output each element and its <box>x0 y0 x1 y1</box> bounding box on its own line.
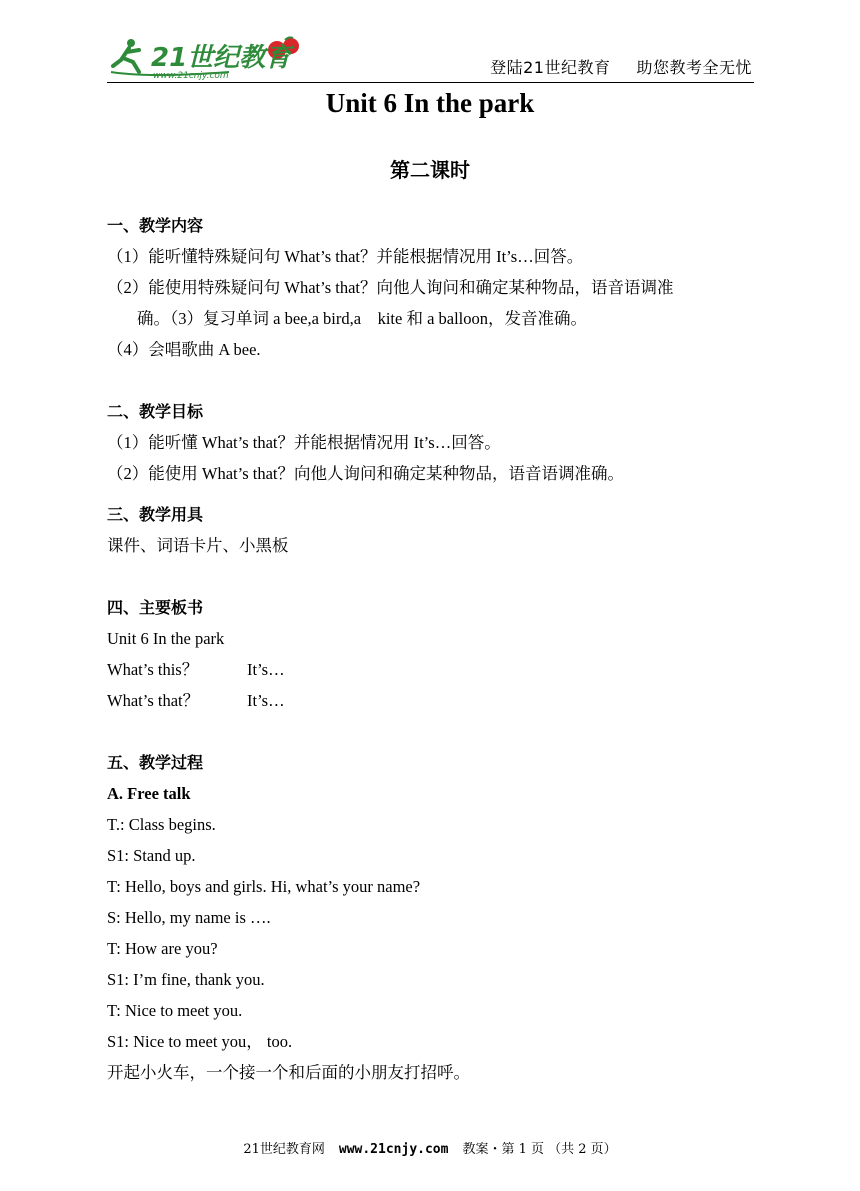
board-row-2-answer: It’s… <box>247 691 285 710</box>
footer-site: 21世纪教育网 <box>243 1142 325 1157</box>
process-line-6: S1: I’m fine, thank you. <box>107 970 265 989</box>
tools-line-1: 课件、词语卡片、小黑板 <box>107 536 289 555</box>
footer-url[interactable]: www.21cnjy.com <box>338 1142 449 1157</box>
slogan-right: 助您教考全无忧 <box>636 58 752 77</box>
process-line-8: S1: Nice to meet you， too. <box>107 1032 293 1051</box>
process-line-4: S: Hello, my name is …. <box>107 908 271 927</box>
footer-page: 教案・第 1 页 （共 2 页） <box>462 1142 617 1157</box>
document-body <box>107 210 757 1088</box>
process-line-7: T: Nice to meet you. <box>107 1001 243 1020</box>
svg-text:www.21cnjy.com: www.21cnjy.com <box>153 71 229 80</box>
board-row-2 <box>107 685 757 716</box>
document-subtitle: 第二课时 <box>390 158 470 182</box>
board-line-1: Unit 6 In the park <box>107 629 225 648</box>
process-line-1: T.: Class begins. <box>107 815 216 834</box>
board-row-1-question: What’s this？ <box>107 660 199 679</box>
slogan-left: 登陆21世纪教育 <box>490 58 611 77</box>
content-line-1: （1）能听懂特殊疑问句 What’s that？并能根据情况用 It’s…回答。 <box>107 247 584 266</box>
process-subheading: A. Free talk <box>107 784 191 803</box>
svg-text:21世纪教育: 21世纪教育 <box>151 43 292 73</box>
content-line-2: （2）能使用特殊疑问句 What’s that？向他人询问和确定某种物品，语音语调准 <box>107 278 674 297</box>
logo-21cnjy <box>109 36 309 80</box>
section-heading-goals: 二、教学目标 <box>107 402 204 421</box>
board-row-2-question: What’s that？ <box>107 691 200 710</box>
board-row-1 <box>107 654 757 685</box>
content-line-3: 确。（3）复习单词 a bee,a bird,a kite 和 a balloon，发音准确。 <box>137 309 588 328</box>
process-line-3: T: Hello, boys and girls. Hi, what’s your name? <box>107 877 421 896</box>
section-heading-board: 四、主要板书 <box>107 598 204 617</box>
process-line-5: T: How are you? <box>107 939 218 958</box>
content-line-4: （4）会唱歌曲 A bee. <box>107 340 261 359</box>
document-title: Unit 6 In the park <box>325 88 535 118</box>
section-heading-tools: 三、教学用具 <box>107 505 204 524</box>
process-line-2: S1: Stand up. <box>107 846 196 865</box>
header-slogan <box>464 55 752 78</box>
goals-line-1: （1）能听懂 What’s that？并能根据情况用 It’s…回答。 <box>107 433 501 452</box>
section-heading-content: 一、教学内容 <box>107 216 204 235</box>
goals-line-2: （2）能使用 What’s that？向他人询问和确定某种物品，语音语调准确。 <box>107 464 624 483</box>
page-footer <box>0 1138 860 1157</box>
process-line-9: 开起小火车，一个接一个和后面的小朋友打招呼。 <box>107 1063 470 1082</box>
section-heading-process: 五、教学过程 <box>107 753 204 772</box>
board-row-1-answer: It’s… <box>247 660 285 679</box>
page-header <box>107 32 754 83</box>
